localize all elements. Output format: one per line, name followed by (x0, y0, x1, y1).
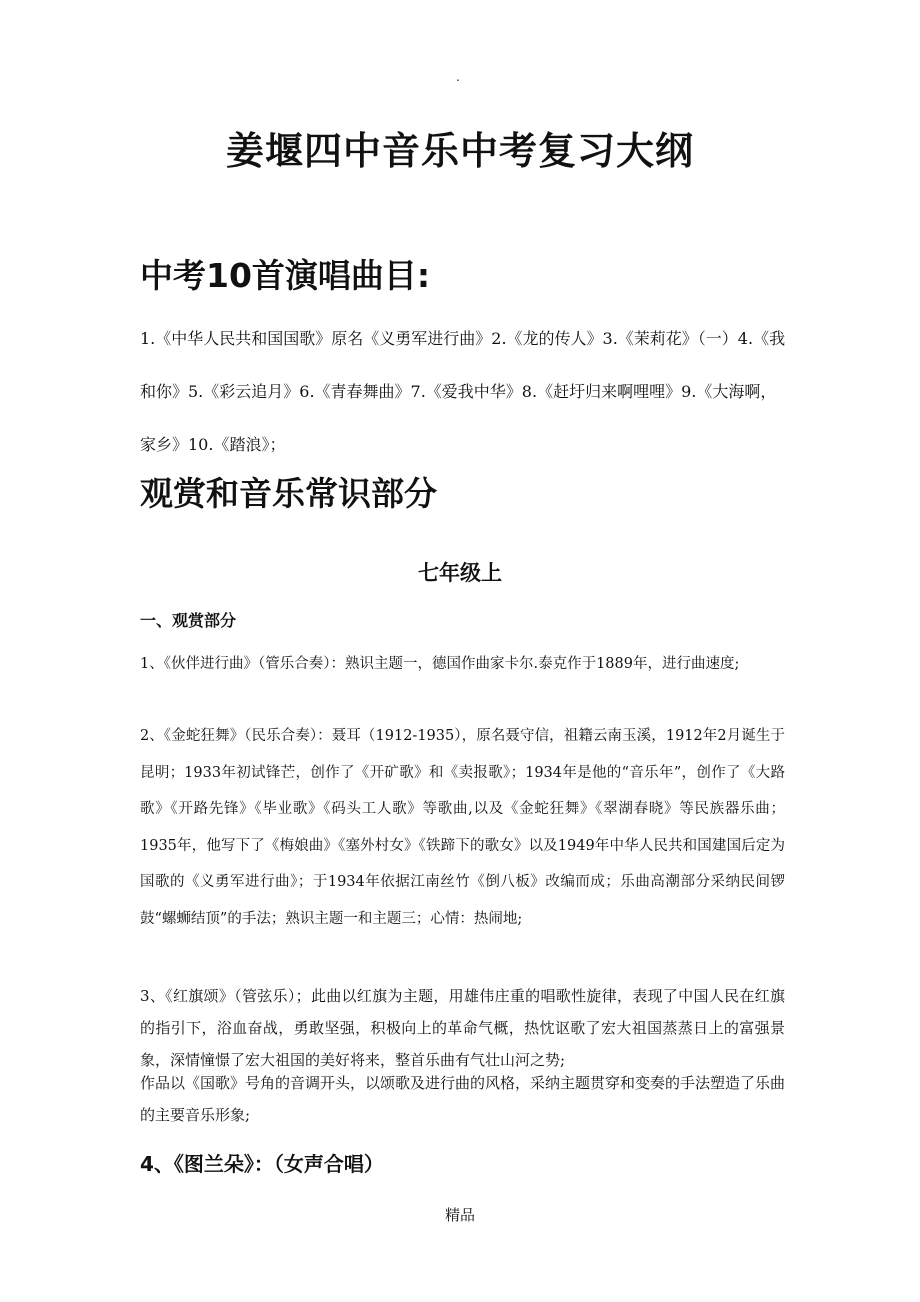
document-title: 姜堰四中音乐中考复习大纲 (225, 129, 694, 173)
songs-list: 1.《中华人民共和国国歌》原名《义勇军进行曲》2.《龙的传人》3.《茉莉花》（一）4.《我和你》5.《彩云追月》6.《青春舞曲》7.《爱我中华》8.《赶圩归来啊哩哩》9.《大海啊，家乡》10.《踏浪》； (140, 329, 786, 454)
songs-heading: 中考10首演唱曲目: (140, 256, 431, 295)
item-1-partner-march: 1、《伙伴进行曲》（管乐合奏）：熟识主题一，德国作曲家卡尔.泰克作于1889年，进行曲速度; (140, 656, 740, 672)
item-4-turandot: 4、《图兰朵》：（女声合唱） (140, 1152, 384, 1176)
item-2-golden-snake-dance: 2、《金蛇狂舞》（民乐合奏）：聂耳（1912-1935），原名聂守信，祖籍云南玉溪，1912年2月诞生于昆明；1933年初试锋芒，创作了《开矿歌》和《卖报歌》；1934年是他的“音乐年”，创作了《大路歌》《开路先锋》《毕业歌》《码头工人歌》等歌曲,以及《金蛇狂舞》《翠湖春晓》等民族器乐曲；1935年，他写下了《梅娘曲》《塞外村女》《铁蹄下的歌女》以及1949年中华人民共和国建国后定为国歌的《义勇军进行曲》；于1934年依据江南丝竹《倒八板》改编而成；乐曲高潮部分采纳民间锣鼓“螺蛳结顶”的手法；熟识主题一和主题三；心情：热闹地; (140, 728, 785, 927)
item-3-red-flag-ode-continued: 作品以《国歌》号角的音调开头，以颂歌及进行曲的风格，采纳主题贯穿和变奏的手法塑造了乐曲的主要音乐形象; (140, 1074, 786, 1124)
grade-heading: 七年级上 (418, 561, 502, 585)
item-3-red-flag-ode: 3、《红旗颂》（管弦乐）；此曲以红旗为主题，用雄伟庄重的唱歌性旋律，表现了中国人民在红旗的指引下，浴血奋战，勇敢坚强，积极向上的革命气概，热忱讴歌了宏大祖国蒸蒸日上的富强景象，深情憧憬了宏大祖国的美好将来，整首乐曲有气壮山河之势; (140, 987, 785, 1069)
appreciation-heading: 观赏和音乐常识部分 (140, 474, 437, 513)
header-dot: . (456, 70, 460, 84)
appreciation-subheading: 一、观赏部分 (140, 611, 237, 630)
page-footer: 精品 (444, 1206, 475, 1224)
